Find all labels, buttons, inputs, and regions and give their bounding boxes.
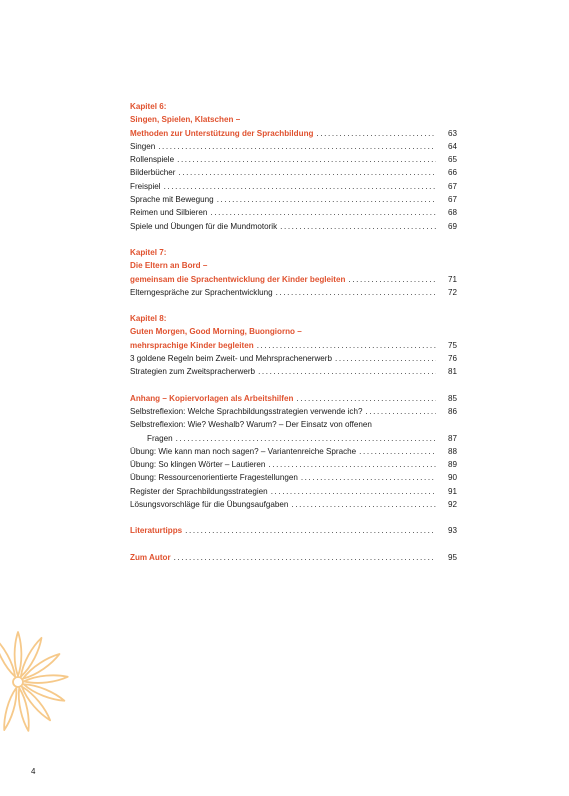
toc-entry-mundmotorik[interactable] — [130, 220, 457, 233]
page-ref: 87 — [447, 433, 457, 443]
chapter-8-title: Guten Morgen, Good Morning, Buongiorno – — [130, 327, 302, 337]
toc-entry-zweitspracherwerb[interactable] — [130, 365, 457, 378]
dot-leader — [316, 127, 436, 140]
chapter-6-main-entry[interactable] — [130, 127, 457, 140]
chapter-6-section — [130, 100, 457, 233]
entry-title: Singen — [130, 141, 156, 151]
toc-entry-loesungsvorschlaege[interactable] — [130, 498, 457, 511]
page-ref: 63 — [447, 128, 457, 138]
page-ref: 81 — [447, 367, 457, 377]
dot-leader — [258, 365, 436, 378]
entry-title: Strategien zum Zweitspracherwerb — [130, 367, 256, 377]
entry-title: 3 goldene Regeln beim Zweit- und Mehrsprachenerwerb — [130, 354, 333, 364]
chapter-8-main-entry[interactable] — [130, 339, 457, 352]
page-ref: 75 — [447, 340, 457, 350]
chapter-8-label: Kapitel 8: — [130, 314, 167, 324]
dot-leader — [210, 206, 436, 219]
dot-leader — [271, 485, 436, 498]
dot-leader — [158, 140, 436, 153]
dot-leader — [276, 286, 436, 299]
author-section — [130, 551, 457, 564]
page-ref: 90 — [447, 473, 457, 483]
dot-leader — [359, 445, 436, 458]
toc-entry-elterngespraeche[interactable] — [130, 286, 457, 299]
page-ref: 66 — [447, 168, 457, 178]
dot-leader — [268, 458, 436, 471]
toc-entry-rollenspiele[interactable] — [130, 153, 457, 166]
page-ref: 91 — [447, 486, 457, 496]
appendix-section — [130, 392, 457, 512]
dot-leader — [348, 273, 436, 286]
page-ref: 88 — [447, 446, 457, 456]
toc-entry-reimen[interactable] — [130, 206, 457, 219]
page-ref: 89 — [447, 460, 457, 470]
toc-entry-variantenreiche-sprache[interactable] — [130, 445, 457, 458]
toc-entry-zum-autor[interactable] — [130, 551, 457, 564]
entry-title: Selbstreflexion: Welche Sprachbildungsstrategien verwende ich? — [130, 406, 363, 416]
page-number: 4 — [31, 767, 36, 776]
page-ref: 69 — [447, 221, 457, 231]
chapter-7-section — [130, 246, 457, 299]
toc-entry-goldene-regeln[interactable] — [130, 352, 457, 365]
chapter-6-label: Kapitel 6: — [130, 102, 167, 111]
chapter-8-section — [130, 312, 457, 378]
dot-leader — [291, 498, 436, 511]
entry-title: Übung: So klingen Wörter – Lautieren — [130, 460, 266, 470]
page-ref: 92 — [447, 500, 457, 510]
entry-title: Spiele und Übungen für die Mundmotorik — [130, 221, 278, 231]
toc-entry-singen[interactable] — [130, 140, 457, 153]
entry-title: Methoden zur Unterstützung der Sprachbildung — [130, 128, 314, 138]
literature-section — [130, 524, 457, 537]
entry-title: mehrsprachige Kinder begleiten — [130, 340, 254, 350]
entry-title: Sprache mit Bewegung — [130, 195, 214, 205]
chapter-7-title: Die Eltern an Bord – — [130, 261, 208, 271]
table-of-contents — [130, 100, 457, 577]
dot-leader — [280, 220, 436, 233]
entry-title: Register der Sprachbildungsstrategien — [130, 486, 268, 496]
dot-leader — [217, 193, 436, 206]
dot-leader — [174, 551, 436, 564]
dot-leader — [177, 153, 436, 166]
dot-leader — [296, 392, 436, 405]
toc-entry-register[interactable] — [130, 485, 457, 498]
entry-title: gemeinsam die Sprachentwicklung der Kinder begleiten — [130, 274, 346, 284]
entry-title: Anhang – Kopiervorlagen als Arbeitshilfen — [130, 393, 294, 403]
entry-title: Reimen und Silbieren — [130, 208, 208, 218]
page-ref: 67 — [447, 195, 457, 205]
chapter-7-main-entry[interactable] — [130, 273, 457, 286]
entry-title: Übung: Ressourcenorientierte Fragestellungen — [130, 473, 298, 483]
dot-leader — [365, 405, 436, 418]
dot-leader — [185, 524, 436, 537]
flower-icon — [0, 626, 80, 736]
chapter-6-title: Singen, Spielen, Klatschen – — [130, 115, 241, 125]
toc-entry-literaturtipps[interactable] — [130, 524, 457, 537]
entry-title-continued: Fragen — [147, 433, 173, 443]
dot-leader — [257, 339, 436, 352]
page-ref: 71 — [447, 274, 457, 284]
page-ref: 85 — [447, 393, 457, 403]
page-ref: 67 — [447, 181, 457, 191]
entry-title: Elterngespräche zur Sprachentwicklung — [130, 287, 273, 297]
dot-leader — [178, 166, 436, 179]
appendix-main-entry[interactable] — [130, 392, 457, 405]
dot-leader — [176, 432, 436, 445]
page-ref: 64 — [447, 141, 457, 151]
page-ref: 76 — [447, 354, 457, 364]
page-ref: 95 — [447, 552, 457, 562]
dot-leader — [335, 352, 436, 365]
toc-entry-selbstreflexion-fragen[interactable] — [130, 418, 457, 445]
toc-entry-fragestellungen[interactable] — [130, 471, 457, 484]
toc-entry-bilderbuecher[interactable] — [130, 166, 457, 179]
page-ref: 68 — [447, 208, 457, 218]
page-ref: 93 — [447, 526, 457, 536]
toc-entry-selbstreflexion-strategien[interactable] — [130, 405, 457, 418]
entry-title: Übung: Wie kann man noch sagen? – Variantenreiche Sprache — [130, 446, 357, 456]
entry-title: Bilderbücher — [130, 168, 176, 178]
page-ref: 65 — [447, 155, 457, 165]
dot-leader — [164, 180, 436, 193]
page-ref: 86 — [447, 406, 457, 416]
entry-title: Zum Autor — [130, 552, 171, 562]
dot-leader — [301, 471, 436, 484]
page-ref: 72 — [447, 287, 457, 297]
entry-title: Selbstreflexion: Wie? Weshalb? Warum? – Der Einsatz von offenen — [130, 420, 372, 430]
toc-entry-sprache-bewegung[interactable] — [130, 193, 457, 206]
entry-title: Freispiel — [130, 181, 161, 191]
entry-title: Literaturtipps — [130, 526, 183, 536]
toc-entry-lautieren[interactable] — [130, 458, 457, 471]
entry-title: Lösungsvorschläge für die Übungsaufgaben — [130, 500, 289, 510]
entry-continuation — [130, 432, 457, 445]
entry-title: Rollenspiele — [130, 155, 175, 165]
chapter-7-label: Kapitel 7: — [130, 247, 167, 257]
toc-entry-freispiel[interactable] — [130, 180, 457, 193]
